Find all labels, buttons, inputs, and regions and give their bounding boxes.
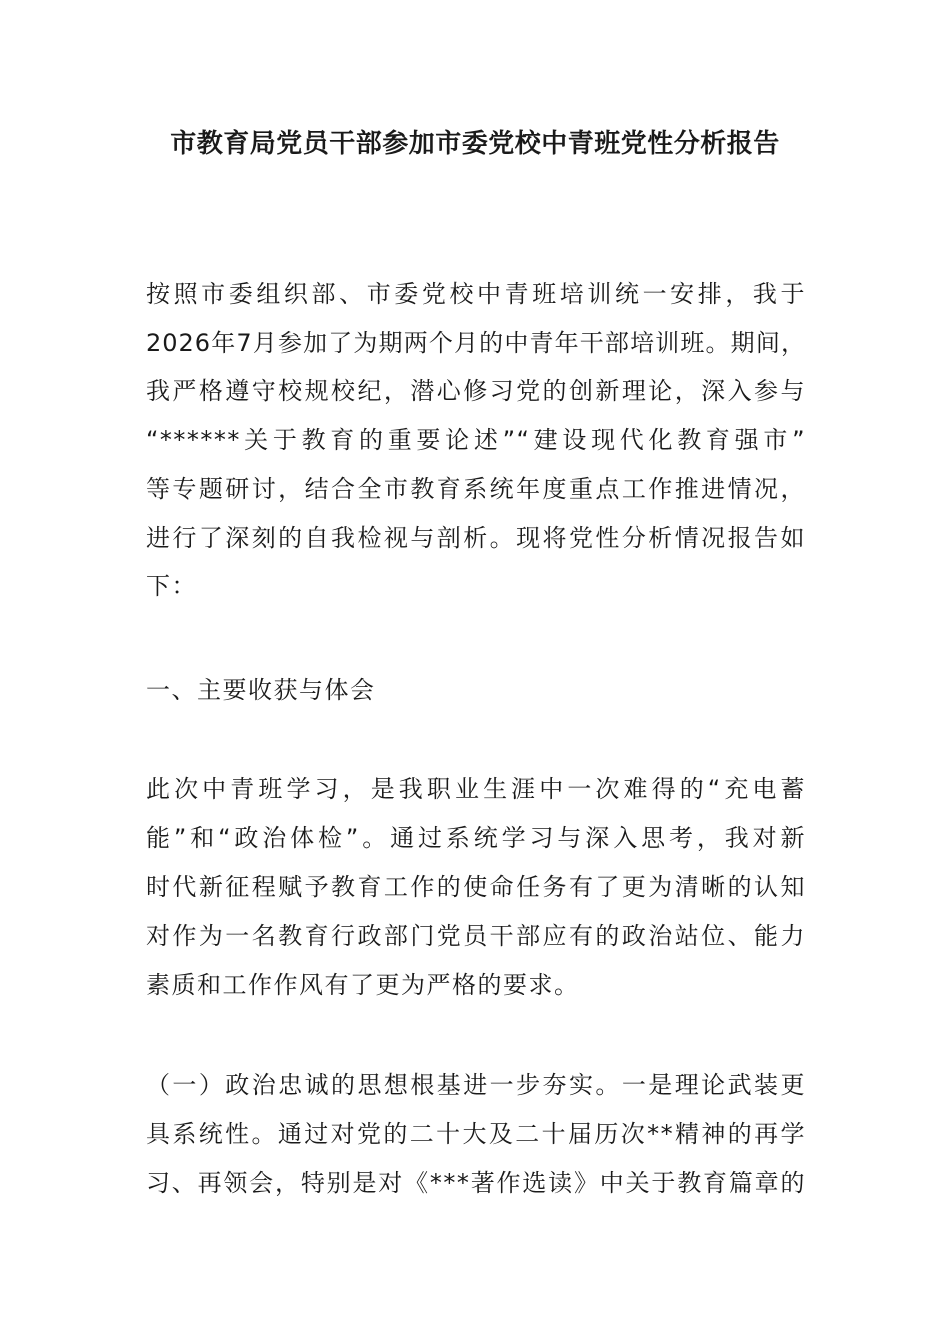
paragraph-line: “******关于教育的重要论述”“建设现代化教育强市” — [146, 426, 806, 454]
paragraph-line: 我严格遵守校规校纪，潜心修习党的创新理论，深入参与 — [146, 377, 806, 405]
paragraph-line: 习、再领会，特别是对《***著作选读》中关于教育篇章的 — [146, 1169, 806, 1197]
paragraph-line: 素质和工作作风有了更为严格的要求。 — [146, 971, 580, 999]
paragraph-line: 2026年7月参加了为期两个月的中青年干部培训班。期间， — [146, 329, 806, 357]
paragraph-line: 具系统性。通过对党的二十大及二十届历次**精神的再学 — [146, 1120, 806, 1148]
paragraph-line: 下： — [146, 572, 197, 600]
section-heading: 一、主要收获与体会 — [146, 676, 376, 704]
paragraph-line: 时代新征程赋予教育工作的使命任务有了更为清晰的认知 — [146, 873, 806, 901]
paragraph-line: 能”和“政治体检”。通过系统学习与深入思考，我对新 — [146, 824, 806, 852]
paragraph-line: 按照市委组织部、市委党校中青班培训统一安排，我于 — [146, 280, 806, 308]
paragraph-line: 对作为一名教育行政部门党员干部应有的政治站位、能力 — [146, 922, 806, 950]
document-title: 市教育局党员干部参加市委党校中青班党性分析报告 — [170, 129, 780, 159]
paragraph-line: 等专题研讨，结合全市教育系统年度重点工作推进情况， — [146, 475, 806, 503]
paragraph-line: （一）政治忠诚的思想根基进一步夯实。一是理论武装更 — [146, 1071, 806, 1099]
paragraph-line: 进行了深刻的自我检视与剖析。现将党性分析情况报告如 — [146, 524, 806, 552]
paragraph-line: 此次中青班学习，是我职业生涯中一次难得的“充电蓄 — [146, 775, 806, 803]
